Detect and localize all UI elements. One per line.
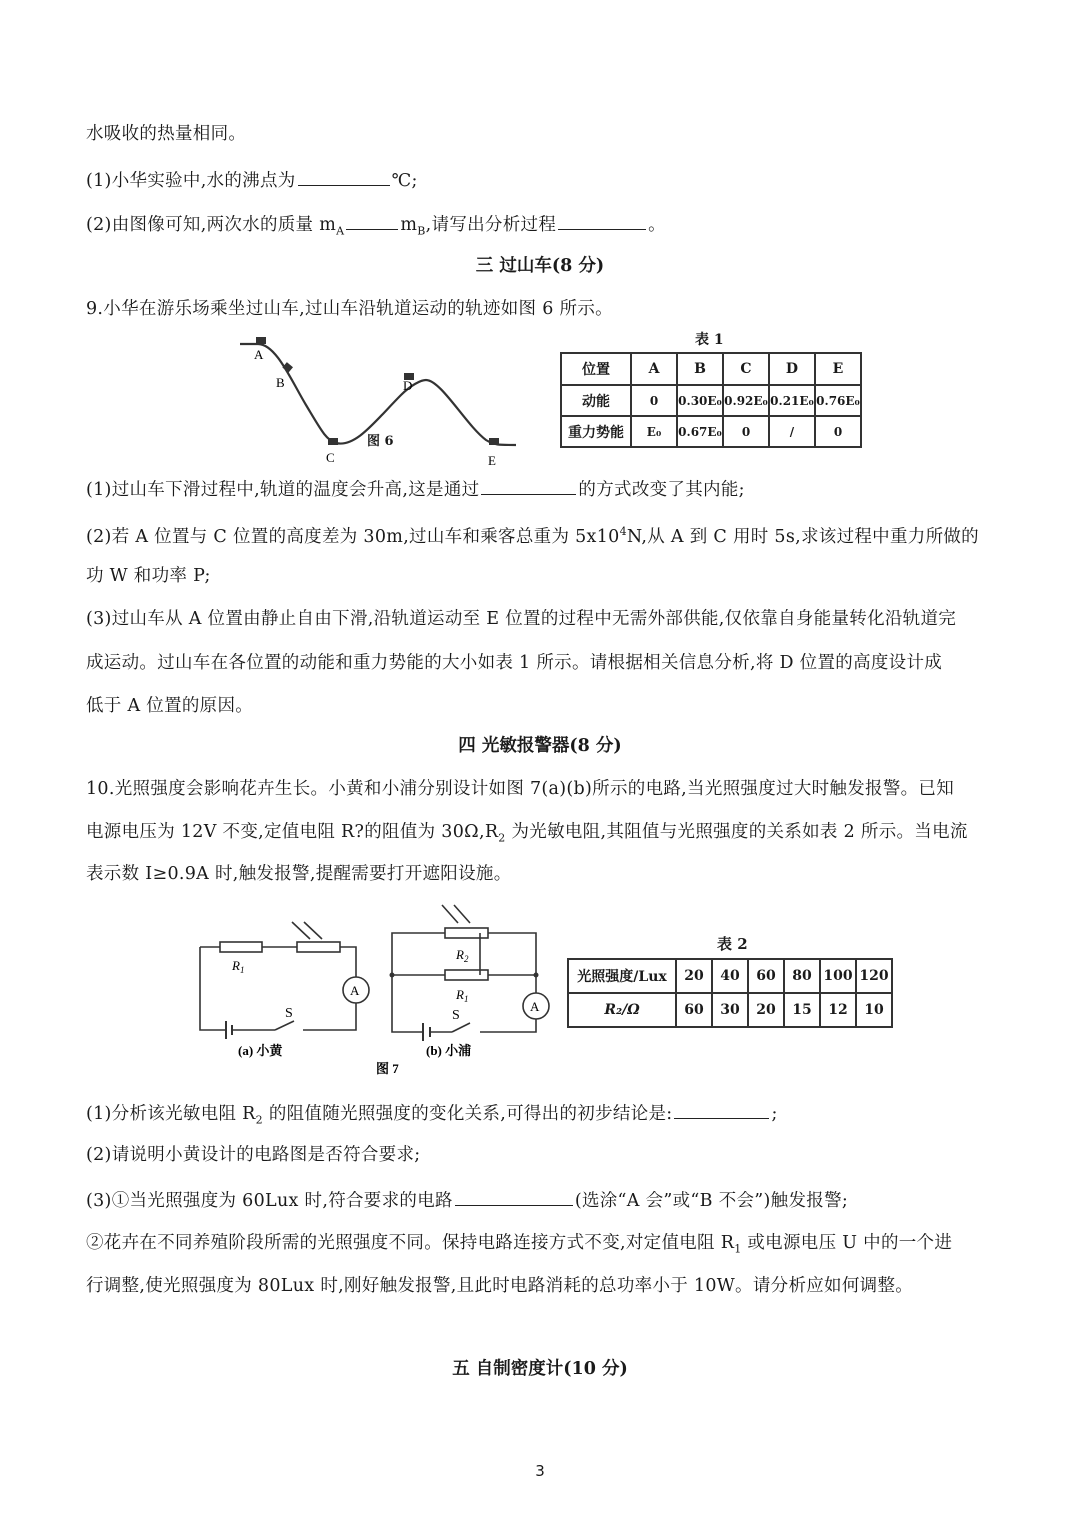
car-a-icon [256,337,266,344]
table-2-caption: 表 2 [717,935,748,953]
table-1-row-potential [561,416,861,447]
table-cell: 光照强度/Lux [568,959,676,993]
q9-part1-text: (1)过山车下滑过程中,轨道的温度会升高,这是通过 [86,480,480,500]
figure-6-caption: 图 6 [367,434,394,449]
section-4-heading: 四 光敏报警器(8 分) [458,736,622,756]
table-cell: 20 [748,993,784,1027]
q8-part1-text: (1)小华实验中,水的沸点为 [86,171,296,191]
subscript: 2 [498,831,506,845]
table-cell: 0 [723,416,769,447]
answer-blank[interactable] [558,211,646,230]
table-2-header-row [568,959,892,993]
q9-stem: 9.小华在游乐场乘坐过山车,过山车沿轨道运动的轨迹如图 6 所示。 [86,299,613,319]
table-1-caption: 表 1 [695,332,724,348]
switch-label: S [285,1006,293,1021]
table-2 [567,958,893,1028]
q9-part1 [86,476,745,502]
point-e-label: E [488,453,496,468]
resistor-r1-icon [445,970,488,980]
q10-stem-line3: 表示数 I≥0.9A 时,触发报警,提醒需要打开遮阳设施。 [86,864,512,884]
r2-label: $R_2$ [456,947,469,964]
q10-part1-end: ; [771,1104,778,1124]
circuit-a [200,922,369,1039]
point-c-label: C [326,450,335,465]
q10-part3b-line1 [86,1231,952,1262]
circuit-a-label: (a) 小黄 [238,1043,283,1058]
subscript: 2 [255,1113,263,1127]
subscript-a: A [336,224,345,238]
table-1 [560,352,862,448]
ammeter-label: A [350,983,360,998]
light-arrows-icon [292,922,322,939]
q9-part2-after: N,从 A 到 C 用时 5s,求该过程中重力所做的 [626,526,979,547]
table-cell: 10 [856,993,892,1027]
table-cell: C [723,353,769,385]
section-3-heading: 三 过山车(8 分) [475,256,605,276]
car-c-icon [328,438,338,445]
q8-part2 [86,211,666,244]
table-cell: 30 [712,993,748,1027]
q10-part2: (2)请说明小黄设计的电路图是否符合要求; [86,1145,421,1165]
page-number: 3 [535,1462,545,1480]
r1-label: $R_1$ [456,987,469,1004]
table-cell: 80 [784,959,820,993]
table-cell: 100 [820,959,856,993]
q9-part2-line2: 功 W 和功率 P; [86,566,211,586]
light-arrows-icon [442,905,470,923]
q9-part1-after: 的方式改变了其内能; [578,480,745,500]
q8-part2-after: ,请写出分析过程 [425,215,557,235]
table-cell: D [769,353,815,385]
table-cell: 120 [856,959,892,993]
r1-label: $R_1$ [232,958,245,975]
q10-part1-after: 的阻值随光照强度的变化关系,可得出的初步结论是: [262,1104,673,1124]
junction-dot [534,973,539,978]
table-cell: 60 [676,993,712,1027]
q9-part3-line3: 低于 A 位置的原因。 [86,696,254,716]
table-cell: 0.67E₀ [677,416,723,447]
answer-blank[interactable] [346,211,398,230]
table-cell: 0 [815,416,861,447]
superscript: 4 [619,525,627,538]
q8-part1-unit: ℃; [391,171,418,191]
table-cell: 0.21E₀ [769,385,815,416]
q10-stem-line2 [86,820,968,851]
photoresistor-r2-icon [445,928,488,938]
q8-part2-mid: m [400,215,418,235]
q10-part3b-after: 或电源电压 U 中的一个进 [741,1233,953,1253]
battery-icon [423,1023,430,1041]
q10-stem-line1: 10.光照强度会影响花卉生长。小黄和小浦分别设计如图 7(a)(b)所示的电路,当光照强度过大时触发报警。已知 [86,779,955,799]
table-cell: E [815,353,861,385]
q10-part3b-line2: 行调整,使光照强度为 80Lux 时,刚好触发报警,且此时电路消耗的总功率小于 10W。请分析应如何调整。 [86,1276,914,1296]
battery-icon [226,1021,232,1039]
table-cell: 40 [712,959,748,993]
table-cell: R₂/Ω [568,993,676,1027]
photoresistor-icon [297,942,340,952]
q10-part1 [86,1100,778,1133]
car-e-icon [489,438,499,445]
table-cell: A [631,353,677,385]
answer-blank[interactable] [298,167,390,186]
q9-part3-line1: (3)过山车从 A 位置由静止自由下滑,沿轨道运动至 E 位置的过程中无需外部供能,仅依靠自身能量转化沿轨道完 [86,609,957,629]
table-cell: 12 [820,993,856,1027]
q10-stem-after: 为光敏电阻,其阻值与光照强度的关系如表 2 所示。当电流 [505,822,968,842]
section-5-heading: 五 自制密度计(10 分) [452,1359,628,1379]
table-cell: 20 [676,959,712,993]
point-d-label: D [403,378,413,393]
answer-blank[interactable] [674,1100,769,1119]
junction-dot [390,973,395,978]
circuit-b-label: (b) 小浦 [426,1043,472,1058]
q10-part3b-text: ②花卉在不同养殖阶段所需的光照强度不同。保持电路连接方式不变,对定值电阻 R [86,1233,735,1253]
table-2-resistance-row [568,993,892,1027]
q10-part1-text: (1)分析该光敏电阻 R [86,1104,256,1124]
resistor-r1-icon [220,942,262,952]
q10-stem-text: 电源电压为 12V 不变,定值电阻 R?的阻值为 30Ω,R [86,822,499,842]
point-b-label: B [276,375,285,390]
intro-line: 水吸收的热量相同。 [86,124,247,144]
figure-7-caption: 图 7 [376,1061,399,1076]
figure-7-circuit-diagrams [190,895,560,1075]
q8-part1 [86,167,418,193]
switch-label: S [452,1008,460,1023]
q10-part3a-text: (3)①当光照强度为 60Lux 时,符合要求的电路 [86,1191,453,1211]
table-cell: E₀ [631,416,677,447]
q8-part2-end: 。 [648,215,666,235]
table-cell: 动能 [561,385,631,416]
table-1-header-row [561,353,861,385]
ammeter-label: A [530,999,540,1014]
table-cell: 0.92E₀ [723,385,769,416]
subscript: 1 [734,1242,742,1256]
q9-part3-line2: 成运动。过山车在各位置的动能和重力势能的大小如表 1 所示。请根据相关信息分析,将 D 位置的高度设计成 [86,653,943,673]
q8-part2-text: (2)由图像可知,两次水的质量 m [86,215,337,235]
table-cell: B [677,353,723,385]
table-cell: 0.30E₀ [677,385,723,416]
table-cell: 0 [631,385,677,416]
table-cell: 重力势能 [561,416,631,447]
answer-blank[interactable] [481,476,576,495]
answer-blank[interactable] [455,1187,573,1206]
point-a-label: A [254,347,264,362]
table-cell: 60 [748,959,784,993]
table-cell: 0.76E₀ [815,385,861,416]
q10-part3a-after: (选涂“A 会”或“B 不会”)触发报警; [574,1191,849,1211]
subscript-b: B [417,224,426,238]
car-b-icon [282,362,293,373]
table-1-row-kinetic [561,385,861,416]
table-cell: 位置 [561,353,631,385]
q10-part3a [86,1187,848,1213]
q9-part2-text: (2)若 A 位置与 C 位置的高度差为 30m,过山车和乘客总重为 5x10 [86,526,620,547]
q9-part2-line1 [86,520,979,549]
circuit-b [392,905,549,1041]
table-cell: 15 [784,993,820,1027]
table-cell: / [769,416,815,447]
